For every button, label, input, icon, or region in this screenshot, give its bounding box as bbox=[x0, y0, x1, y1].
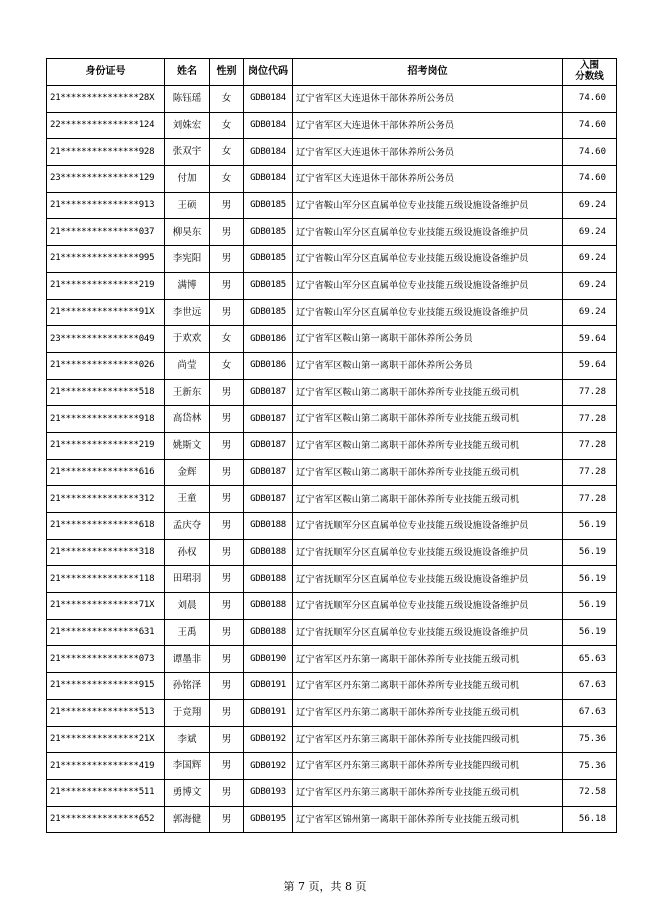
table-row bbox=[47, 219, 617, 246]
header-score-line2: 分数线 bbox=[575, 71, 604, 82]
cell-name: 李宪阳 bbox=[165, 246, 210, 273]
cell-id: 21***************511 bbox=[47, 779, 165, 806]
cell-code: GDB0191 bbox=[244, 673, 293, 700]
cell-post: 辽宁省军区大连退休干部休养所公务员 bbox=[293, 112, 563, 139]
cell-post: 辽宁省抚顺军分区直属单位专业技能五级设施设备维护员 bbox=[293, 566, 563, 593]
table-row bbox=[47, 272, 617, 299]
cell-score: 59.64 bbox=[563, 326, 617, 353]
cell-score: 67.63 bbox=[563, 673, 617, 700]
cell-score: 77.28 bbox=[563, 379, 617, 406]
table-row bbox=[47, 593, 617, 620]
cell-gender: 男 bbox=[210, 379, 244, 406]
cell-post: 辽宁省军区鞍山第一离职干部休养所公务员 bbox=[293, 326, 563, 353]
cell-code: GDB0184 bbox=[244, 112, 293, 139]
table-row bbox=[47, 379, 617, 406]
cell-name: 高岱林 bbox=[165, 406, 210, 433]
cell-gender: 男 bbox=[210, 486, 244, 513]
cell-post: 辽宁省抚顺军分区直属单位专业技能五级设施设备维护员 bbox=[293, 619, 563, 646]
page-number: 第 7 页，共 8 页 bbox=[283, 880, 367, 893]
cell-code: GDB0185 bbox=[244, 299, 293, 326]
cell-post: 辽宁省军区大连退休干部休养所公务员 bbox=[293, 86, 563, 113]
cell-score: 56.18 bbox=[563, 806, 617, 833]
cell-score: 77.28 bbox=[563, 432, 617, 459]
cell-gender: 男 bbox=[210, 513, 244, 540]
cell-code: GDB0190 bbox=[244, 646, 293, 673]
cell-name: 李国辉 bbox=[165, 753, 210, 780]
table-row bbox=[47, 699, 617, 726]
table-row bbox=[47, 566, 617, 593]
cell-gender: 男 bbox=[210, 699, 244, 726]
cell-name: 郭海健 bbox=[165, 806, 210, 833]
cell-id: 21***************918 bbox=[47, 406, 165, 433]
table-row bbox=[47, 513, 617, 540]
table-row bbox=[47, 753, 617, 780]
cell-gender: 男 bbox=[210, 753, 244, 780]
cell-name: 李斌 bbox=[165, 726, 210, 753]
cell-post: 辽宁省鞍山军分区直属单位专业技能五级设施设备维护员 bbox=[293, 246, 563, 273]
table-row bbox=[47, 432, 617, 459]
cell-id: 21***************631 bbox=[47, 619, 165, 646]
cell-post: 辽宁省军区大连退休干部休养所公务员 bbox=[293, 166, 563, 193]
table-row bbox=[47, 619, 617, 646]
cell-id: 21***************928 bbox=[47, 139, 165, 166]
cell-name: 刘姝宏 bbox=[165, 112, 210, 139]
header-score bbox=[563, 59, 617, 86]
cell-score: 65.63 bbox=[563, 646, 617, 673]
cell-name: 陈钰瑶 bbox=[165, 86, 210, 113]
cell-score: 72.58 bbox=[563, 779, 617, 806]
header-row bbox=[47, 59, 617, 86]
cell-post: 辽宁省军区鞍山第二离职干部休养所专业技能五级司机 bbox=[293, 432, 563, 459]
cell-score: 56.19 bbox=[563, 593, 617, 620]
cell-name: 尚莹 bbox=[165, 352, 210, 379]
cell-gender: 女 bbox=[210, 112, 244, 139]
cell-post: 辽宁省鞍山军分区直属单位专业技能五级设施设备维护员 bbox=[293, 219, 563, 246]
cell-id: 21***************419 bbox=[47, 753, 165, 780]
cell-score: 69.24 bbox=[563, 299, 617, 326]
cell-id: 21***************513 bbox=[47, 699, 165, 726]
cell-id: 21***************026 bbox=[47, 352, 165, 379]
table-row bbox=[47, 726, 617, 753]
cell-code: GDB0188 bbox=[244, 593, 293, 620]
cell-score: 69.24 bbox=[563, 192, 617, 219]
cell-gender: 女 bbox=[210, 139, 244, 166]
cell-gender: 男 bbox=[210, 406, 244, 433]
cell-score: 56.19 bbox=[563, 566, 617, 593]
cell-name: 于欢欢 bbox=[165, 326, 210, 353]
cell-name: 王禹 bbox=[165, 619, 210, 646]
cell-gender: 女 bbox=[210, 326, 244, 353]
cell-gender: 男 bbox=[210, 619, 244, 646]
table-row bbox=[47, 139, 617, 166]
cell-code: GDB0187 bbox=[244, 406, 293, 433]
cell-gender: 男 bbox=[210, 779, 244, 806]
cell-post: 辽宁省抚顺军分区直属单位专业技能五级设施设备维护员 bbox=[293, 539, 563, 566]
cell-code: GDB0191 bbox=[244, 699, 293, 726]
cell-name: 王童 bbox=[165, 486, 210, 513]
cell-gender: 男 bbox=[210, 192, 244, 219]
table-row bbox=[47, 779, 617, 806]
cell-id: 21***************318 bbox=[47, 539, 165, 566]
cell-post: 辽宁省军区大连退休干部休养所公务员 bbox=[293, 139, 563, 166]
cell-name: 于竞翔 bbox=[165, 699, 210, 726]
cell-post: 辽宁省鞍山军分区直属单位专业技能五级设施设备维护员 bbox=[293, 192, 563, 219]
table-row bbox=[47, 486, 617, 513]
table-row bbox=[47, 646, 617, 673]
cell-id: 21***************312 bbox=[47, 486, 165, 513]
cell-id: 21***************915 bbox=[47, 673, 165, 700]
cell-gender: 男 bbox=[210, 299, 244, 326]
cell-score: 56.19 bbox=[563, 619, 617, 646]
cell-score: 69.24 bbox=[563, 246, 617, 273]
cell-post: 辽宁省军区鞍山第一离职干部休养所公务员 bbox=[293, 352, 563, 379]
cell-code: GDB0188 bbox=[244, 566, 293, 593]
cell-id: 21***************71X bbox=[47, 593, 165, 620]
cell-name: 刘晨 bbox=[165, 593, 210, 620]
cell-id: 21***************652 bbox=[47, 806, 165, 833]
cell-code: GDB0184 bbox=[244, 139, 293, 166]
cell-code: GDB0185 bbox=[244, 219, 293, 246]
cell-name: 付加 bbox=[165, 166, 210, 193]
cell-id: 21***************219 bbox=[47, 432, 165, 459]
cell-name: 金辉 bbox=[165, 459, 210, 486]
cell-id: 21***************037 bbox=[47, 219, 165, 246]
cell-code: GDB0187 bbox=[244, 432, 293, 459]
cell-code: GDB0188 bbox=[244, 539, 293, 566]
cell-score: 77.28 bbox=[563, 486, 617, 513]
cell-gender: 男 bbox=[210, 673, 244, 700]
cell-code: GDB0185 bbox=[244, 246, 293, 273]
cell-score: 74.60 bbox=[563, 86, 617, 113]
cell-post: 辽宁省军区鞍山第二离职干部休养所专业技能五级司机 bbox=[293, 379, 563, 406]
cell-code: GDB0184 bbox=[244, 86, 293, 113]
header-gender: 性别 bbox=[210, 59, 244, 86]
cell-code: GDB0187 bbox=[244, 459, 293, 486]
table-row bbox=[47, 806, 617, 833]
cell-post: 辽宁省鞍山军分区直属单位专业技能五级设施设备维护员 bbox=[293, 299, 563, 326]
header-name: 姓名 bbox=[165, 59, 210, 86]
cell-code: GDB0187 bbox=[244, 379, 293, 406]
cell-id: 21***************21X bbox=[47, 726, 165, 753]
cell-score: 75.36 bbox=[563, 753, 617, 780]
cell-id: 22***************124 bbox=[47, 112, 165, 139]
cell-code: GDB0195 bbox=[244, 806, 293, 833]
cell-score: 74.60 bbox=[563, 112, 617, 139]
candidate-table bbox=[46, 58, 617, 833]
cell-score: 77.28 bbox=[563, 459, 617, 486]
cell-name: 谭墨非 bbox=[165, 646, 210, 673]
cell-post: 辽宁省军区丹东第三离职干部休养所专业技能四级司机 bbox=[293, 753, 563, 780]
cell-score: 67.63 bbox=[563, 699, 617, 726]
cell-name: 满博 bbox=[165, 272, 210, 299]
cell-code: GDB0192 bbox=[244, 726, 293, 753]
table-row bbox=[47, 539, 617, 566]
cell-name: 田珺羽 bbox=[165, 566, 210, 593]
cell-post: 辽宁省军区鞍山第二离职干部休养所专业技能五级司机 bbox=[293, 459, 563, 486]
cell-gender: 女 bbox=[210, 86, 244, 113]
header-code: 岗位代码 bbox=[244, 59, 293, 86]
cell-code: GDB0192 bbox=[244, 753, 293, 780]
cell-score: 59.64 bbox=[563, 352, 617, 379]
cell-post: 辽宁省鞍山军分区直属单位专业技能五级设施设备维护员 bbox=[293, 272, 563, 299]
table-row bbox=[47, 406, 617, 433]
cell-code: GDB0188 bbox=[244, 513, 293, 540]
cell-post: 辽宁省军区丹东第二离职干部休养所专业技能五级司机 bbox=[293, 699, 563, 726]
cell-score: 75.36 bbox=[563, 726, 617, 753]
table-row bbox=[47, 326, 617, 353]
cell-post: 辽宁省军区丹东第一离职干部休养所专业技能五级司机 bbox=[293, 646, 563, 673]
cell-gender: 男 bbox=[210, 219, 244, 246]
cell-name: 孙铭泽 bbox=[165, 673, 210, 700]
cell-gender: 男 bbox=[210, 646, 244, 673]
cell-id: 21***************618 bbox=[47, 513, 165, 540]
cell-score: 74.60 bbox=[563, 139, 617, 166]
cell-score: 69.24 bbox=[563, 272, 617, 299]
cell-gender: 男 bbox=[210, 806, 244, 833]
cell-name: 孙权 bbox=[165, 539, 210, 566]
table-row bbox=[47, 86, 617, 113]
cell-id: 21***************073 bbox=[47, 646, 165, 673]
cell-code: GDB0193 bbox=[244, 779, 293, 806]
cell-code: GDB0186 bbox=[244, 326, 293, 353]
cell-score: 77.28 bbox=[563, 406, 617, 433]
cell-code: GDB0185 bbox=[244, 272, 293, 299]
header-post: 招考岗位 bbox=[293, 59, 563, 86]
cell-id: 21***************616 bbox=[47, 459, 165, 486]
table-row bbox=[47, 246, 617, 273]
table-row bbox=[47, 192, 617, 219]
table-row bbox=[47, 459, 617, 486]
cell-score: 56.19 bbox=[563, 513, 617, 540]
cell-code: GDB0186 bbox=[244, 352, 293, 379]
cell-code: GDB0184 bbox=[244, 166, 293, 193]
cell-id: 23***************129 bbox=[47, 166, 165, 193]
cell-post: 辽宁省军区丹东第二离职干部休养所专业技能五级司机 bbox=[293, 673, 563, 700]
cell-gender: 女 bbox=[210, 166, 244, 193]
header-id: 身份证号 bbox=[47, 59, 165, 86]
cell-gender: 男 bbox=[210, 726, 244, 753]
cell-id: 21***************518 bbox=[47, 379, 165, 406]
cell-score: 56.19 bbox=[563, 539, 617, 566]
table-row bbox=[47, 166, 617, 193]
cell-code: GDB0185 bbox=[244, 192, 293, 219]
table-row bbox=[47, 112, 617, 139]
cell-gender: 男 bbox=[210, 459, 244, 486]
cell-name: 姚斯文 bbox=[165, 432, 210, 459]
header-score-line1: 入围 bbox=[579, 60, 599, 72]
table-row bbox=[47, 299, 617, 326]
cell-id: 21***************91X bbox=[47, 299, 165, 326]
cell-post: 辽宁省军区锦州第一离职干部休养所专业技能五级司机 bbox=[293, 806, 563, 833]
cell-name: 勇博文 bbox=[165, 779, 210, 806]
cell-name: 王硕 bbox=[165, 192, 210, 219]
cell-gender: 男 bbox=[210, 246, 244, 273]
cell-id: 23***************049 bbox=[47, 326, 165, 353]
cell-code: GDB0187 bbox=[244, 486, 293, 513]
cell-gender: 男 bbox=[210, 272, 244, 299]
cell-post: 辽宁省军区鞍山第二离职干部休养所专业技能五级司机 bbox=[293, 486, 563, 513]
cell-post: 辽宁省军区鞍山第二离职干部休养所专业技能五级司机 bbox=[293, 406, 563, 433]
cell-gender: 男 bbox=[210, 566, 244, 593]
table-row bbox=[47, 352, 617, 379]
cell-id: 21***************219 bbox=[47, 272, 165, 299]
cell-name: 孟庆夺 bbox=[165, 513, 210, 540]
cell-post: 辽宁省抚顺军分区直属单位专业技能五级设施设备维护员 bbox=[293, 593, 563, 620]
cell-gender: 男 bbox=[210, 593, 244, 620]
cell-id: 21***************28X bbox=[47, 86, 165, 113]
cell-post: 辽宁省军区丹东第三离职干部休养所专业技能四级司机 bbox=[293, 726, 563, 753]
cell-name: 张双宇 bbox=[165, 139, 210, 166]
cell-post: 辽宁省军区丹东第三离职干部休养所专业技能五级司机 bbox=[293, 779, 563, 806]
table-body bbox=[47, 86, 617, 833]
cell-code: GDB0188 bbox=[244, 619, 293, 646]
table-header bbox=[47, 59, 617, 86]
cell-gender: 男 bbox=[210, 539, 244, 566]
cell-post: 辽宁省抚顺军分区直属单位专业技能五级设施设备维护员 bbox=[293, 513, 563, 540]
cell-id: 21***************995 bbox=[47, 246, 165, 273]
cell-id: 21***************913 bbox=[47, 192, 165, 219]
cell-id: 21***************118 bbox=[47, 566, 165, 593]
cell-gender: 男 bbox=[210, 432, 244, 459]
table-row bbox=[47, 673, 617, 700]
cell-name: 王新东 bbox=[165, 379, 210, 406]
cell-name: 李世远 bbox=[165, 299, 210, 326]
cell-score: 69.24 bbox=[563, 219, 617, 246]
cell-gender: 女 bbox=[210, 352, 244, 379]
cell-score: 74.60 bbox=[563, 166, 617, 193]
cell-name: 柳昊东 bbox=[165, 219, 210, 246]
